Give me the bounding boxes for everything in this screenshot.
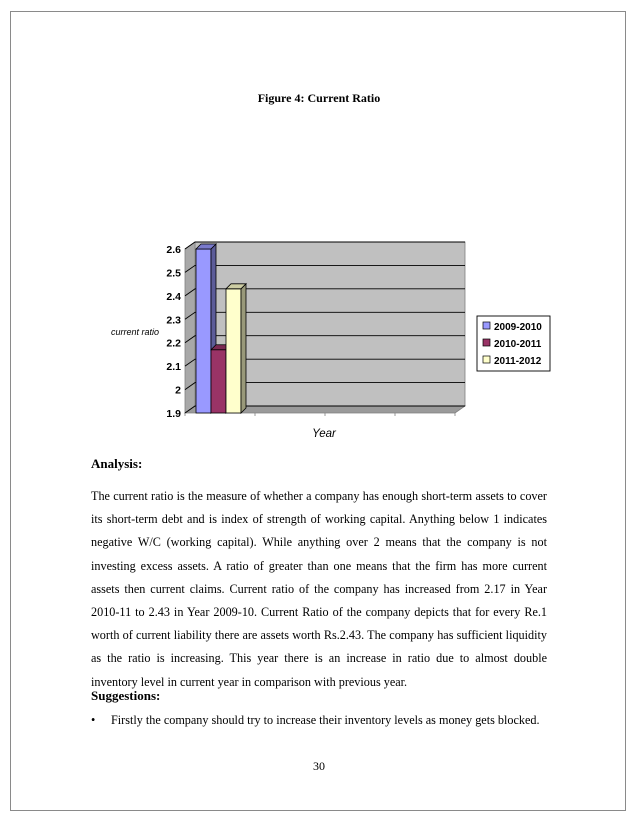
suggestion-text: Firstly the company should try to increase their inventory levels as money gets blocked. bbox=[111, 713, 540, 727]
bar-front bbox=[196, 249, 211, 413]
y-tick-label: 2.2 bbox=[166, 337, 181, 350]
y-tick-label: 2.4 bbox=[166, 290, 181, 303]
legend-label: 2009-2010 bbox=[494, 322, 542, 333]
y-tick-label: 2.3 bbox=[166, 314, 181, 327]
y-tick-label: 2.5 bbox=[166, 267, 181, 280]
x-axis-label: Year bbox=[312, 428, 336, 440]
bar-front bbox=[211, 350, 226, 413]
figure-title: Figure 4: Current Ratio bbox=[257, 91, 381, 105]
legend-label: 2010-2011 bbox=[494, 339, 542, 350]
page-number: 30 bbox=[313, 759, 325, 773]
legend-swatch bbox=[483, 339, 490, 346]
legend-label: 2011-2012 bbox=[494, 356, 542, 367]
legend-swatch bbox=[483, 356, 490, 363]
chart-side-wall bbox=[185, 242, 195, 413]
suggestions-heading: Suggestions: bbox=[91, 688, 161, 703]
bar-side bbox=[241, 284, 246, 413]
analysis-heading: Analysis: bbox=[91, 456, 143, 471]
bullet-icon: • bbox=[91, 713, 96, 727]
legend-swatch bbox=[483, 322, 490, 329]
y-axis-label: current ratio bbox=[110, 327, 160, 337]
y-tick-label: 1.9 bbox=[166, 408, 181, 420]
analysis-paragraph: The current ratio is the measure of whether a company has enough short-term assets to cover its short-term debt and is index of strength of working capital. Anything below 1 indicates negative W/C (working capital). While anything over 2 means that the company is not investing excess assets. A ratio of greater than one means that the firm has more current assets then current claims. Current ratio of the company has increased from 2.17 in Year 2010-11 to 2.43 in Year 2009-10. Current Ratio of the company depicts that for every Re.1 worth of current liability there are assets worth Rs.2.43. The company has sufficient liquidity as the ratio is increasing. This year there is an increase in ratio due to almost double inventory level in current year in comparison with previous year. bbox=[91, 489, 547, 689]
y-tick-label: 2 bbox=[175, 384, 181, 397]
y-tick-label: 2.6 bbox=[166, 244, 181, 256]
suggestion-item bbox=[91, 711, 561, 729]
y-tick-label: 2.1 bbox=[166, 361, 181, 374]
bar-front bbox=[226, 289, 241, 413]
bar-2011-2012 bbox=[226, 284, 246, 413]
